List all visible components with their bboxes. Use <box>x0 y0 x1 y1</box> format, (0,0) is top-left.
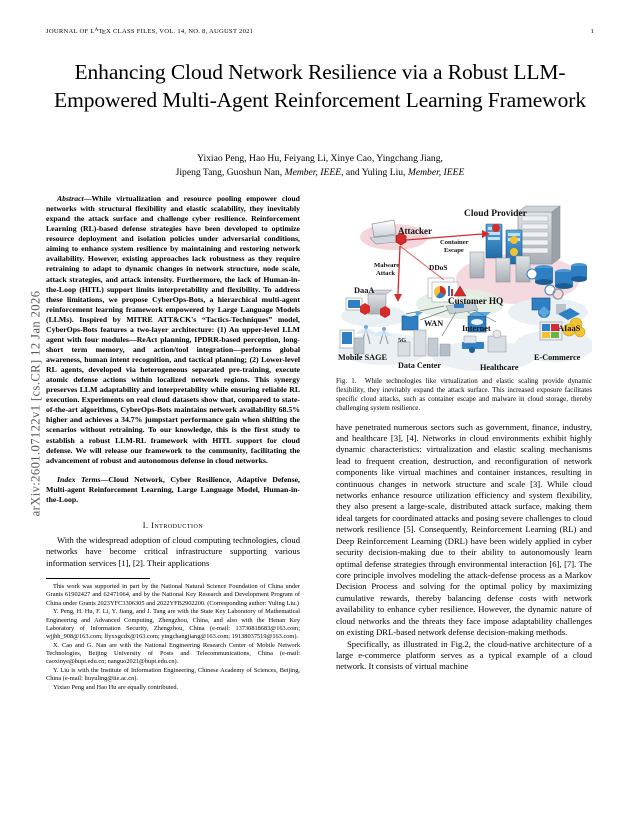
index-terms-text: Cloud Network, Cyber Resilience, Adaptive Defense, Multi-agent Reinforcement Learning, Large Language Model, Human-in-the-Loop. <box>46 474 300 504</box>
section-heading-introduction: I. Introduction <box>142 520 204 530</box>
figure-label-mobile-sage: Mobile SAGE <box>338 353 387 362</box>
footnote-item: Y. Peng, H. Hu, F. Li, Y. Jiang, and J. Tang are with the State Key Laboratory of Mathematical Engineering and Advanced Computing, Zhengzhou, China, and also with the Henan Key Laboratory of Information Security, Zhengzhou, China (e-mail: 13730818683@163.com; wjjhh_908@163.com; lfyxxgcdx@163.com; yingchangjiang@163.com; 19138037519@163.com). <box>46 608 300 641</box>
author-line-2-pre: Jipeng Tang, Guoshun Nan, <box>175 166 285 178</box>
right-column <box>336 194 592 673</box>
abstract-text: While virtualization and resource pooling empower cloud networks with structural flexibility and elastic scalability, they inevitably expand the attack surface and challenge cyber resilience. Reinforcement Learning (RL)-based defense strategies have been developed to optimize resource deployment and isolation policies under adversarial conditions, aiming to enhance system resilience by maintaining and restoring network availability. However, existing approaches lack robustness as they require retraining to adapt to dynamic changes in network structure, node scale, attack strategies, and attack intensity. Furthermore, the lack of Human-in-the-Loop (HITL) support limits interpretability and flexibility. To address these limitations, we propose CyberOps-Bots, a hierarchical multi-agent reinforcement learning framework empowered by Large Language Models (LLMs). Inspired by MITRE ATT&CK's “Tactics-Techniques” model, CyberOps-Bots features a two-layer architecture: (1) An upper-level LLM agent with four modules—ReAct planning, IPDRR-based perception, long-short term memory, and action/tool integration—performs global awareness, human intent recognition, and tactical planning; (2) Lower-level RL agents, developed via heterogeneous separated pre-training, execute atomic defense actions within localized network regions. This synergy preserves LLM adaptability and interpretability while ensuring reliable RL execution. Experiments on real cloud datasets show that, compared to state-of-the-art algorithms, CyberOps-Bots maintains network availability 68.5% higher and achieves a 34.7% jumpstart performance gain when shifting the scenarios without retraining. To our knowledge, this is the first study to establish a robust LLM-RL framework with HITL support for cloud defense. We will release our framework to the community, facilitating the advancement of robust and autonomous defense in cloud networks. <box>46 194 300 465</box>
figure-label-internet: Internet <box>462 324 491 333</box>
figure-1 <box>336 194 592 372</box>
figure-label-ecommerce: E-Commerce <box>534 353 581 362</box>
figure-label-malware-2: Attack <box>376 270 396 277</box>
member-label-1: Member, IEEE <box>284 166 342 178</box>
figure-label-5g: 5G <box>398 337 407 344</box>
footnote-rule <box>46 578 150 579</box>
figure-label-container-escape-2: Escape <box>444 247 464 254</box>
member-label-2: Member, IEEE <box>407 166 465 178</box>
footnote-item: Y. Liu is with the Institute of Information Engineering, Chinese Academy of Sciences, Beijing, China (e-mail: liuyuling@iie.ac.cn). <box>46 666 300 683</box>
page-number: 1 <box>590 28 594 35</box>
figure-label-data-center: Data Center <box>398 361 441 370</box>
footnote-item: This work was supported in part by the National Natural Science Foundation of China under Grants 61902427 and 62471064, and by the National Key Research and Development Program of China under Grants 2023YFC3306305 and 2022YFB2902200. (Corresponding author: Yuling Liu.) <box>46 583 300 607</box>
figure-label-ddos: DDoS <box>429 263 448 272</box>
latex-logo <box>90 28 111 35</box>
page-title: Enhancing Cloud Network Resilience via a Robust LLM-Empowered Multi-Agent Reinforcement Learning Framework <box>54 60 586 113</box>
figure-label-aiaas: AIaaS <box>558 324 581 333</box>
running-head-prefix: JOURNAL OF <box>46 28 91 35</box>
footnote-block <box>46 583 300 692</box>
footnote-item: Yixiao Peng and Hao Hu are equally contributed. <box>53 683 179 691</box>
latex-a: A <box>94 27 99 34</box>
index-terms-paragraph <box>46 475 300 505</box>
intro-paragraph-right-2: Specifically, as illustrated in Fig.2, the cloud-native architecture of a large e-commerce platform serves as a typical example of a cloud network. It consists of virtual machine <box>336 638 592 672</box>
author-line-2-mid: , and Yuling Liu, <box>341 166 408 178</box>
latex-l: L <box>90 28 95 35</box>
abstract-lead: Abstract <box>57 194 84 203</box>
figure-label-customer-hq: Customer HQ <box>448 296 504 306</box>
arxiv-stamp: arXiv:2601.07122v1 [cs.CR] 12 Jan 2026 <box>28 290 43 517</box>
figure-label-container-escape-1: Container <box>440 239 469 246</box>
author-line-1: Yixiao Peng, Hao Hu, Feiyang Li, Xinye Cao, Yingchang Jiang, <box>197 153 443 164</box>
latex-e: E <box>101 29 107 36</box>
figure-label-wan: WAN <box>424 319 444 328</box>
index-terms-dash: — <box>100 474 109 484</box>
figure-label-healthcare: Healthcare <box>480 363 519 372</box>
author-line-2 <box>66 166 574 180</box>
figure-1-caption-text: While technologies like virtualization and elastic scaling provide dynamic flexibility, they inevitably expand the attack surface. This increased exposure facilitates specific cloud attacks, such as container escape and malware in cloud storage, thereby challenging system resilience. <box>336 377 592 412</box>
wan-node <box>402 312 423 331</box>
figure-label-cloud-provider: Cloud Provider <box>464 209 527 219</box>
figure-label-malware-1: Malware <box>374 262 400 269</box>
figure-label-daaa: DaaA <box>354 286 375 295</box>
abstract-dash: — <box>83 194 92 203</box>
intro-paragraph-right-1: have penetrated numerous sectors such as government, finance, industry, and healthcare [3], [4]. Networks in cloud environments exhibit highly dynamic characteristics: virtualization and elastic scaling mechanisms lead to frequent creation, destruction, and reconfiguration of network components like virtual machines and container instances, resulting in continuous changes in network structure and scale [3]. While cloud networks enhance resource utilization efficiency and system flexibility, they also present a large-scale, distributed attack surface, making them ideal targets for coordinated attacks and posing severe challenges to cloud network resilience [5]. Consequently, Reinforcement Learning (RL) and Deep Reinforcement Learning (DRL) have been widely applied in cyber security decision-making due to their ability to autonomously learn optimal defense strategies through environmental interaction [6], [7]. The core principle involves modeling the attack-defense process as a Markov Decision Process and solving for the optimal policy by maximizing cumulative rewards, thereby balancing defense costs with network availability to enhance cyber resilience. However, the dynamic nature of cloud networks and the threats they face impose adaptability challenges on existing DRL-based network defense decision-making methods. <box>336 421 592 638</box>
figure-1-caption <box>336 377 592 413</box>
figure-label-attacker: Attacker <box>398 226 432 236</box>
left-column <box>46 194 300 693</box>
author-list <box>66 152 574 180</box>
latex-t: T <box>98 28 103 35</box>
running-head-journal <box>46 28 253 35</box>
running-head <box>46 28 594 35</box>
index-terms-lead: Index Terms <box>57 474 101 484</box>
footnote-item: X. Cao and G. Nan are with the National Engineering Research Center of Mobile Network Technologies, Beijing University of Posts and Telecommunications, China (e-mail: caoxinye@bupt.edu.cn; nanguo2021@bupt.edu.cn). <box>46 641 300 666</box>
abstract-paragraph <box>46 194 300 466</box>
latex-x: X <box>106 28 112 35</box>
intro-paragraph-left: With the widespread adoption of cloud computing technologies, cloud networks have become critical infrastructure supporting various information services [1], [2]. Their applications <box>46 534 300 568</box>
figure-1-caption-label: Fig. 1. <box>336 377 357 385</box>
figure-1-artwork <box>336 194 592 372</box>
running-head-suffix: CLASS FILES, VOL. 14, NO. 8, AUGUST 2021 <box>111 28 254 35</box>
